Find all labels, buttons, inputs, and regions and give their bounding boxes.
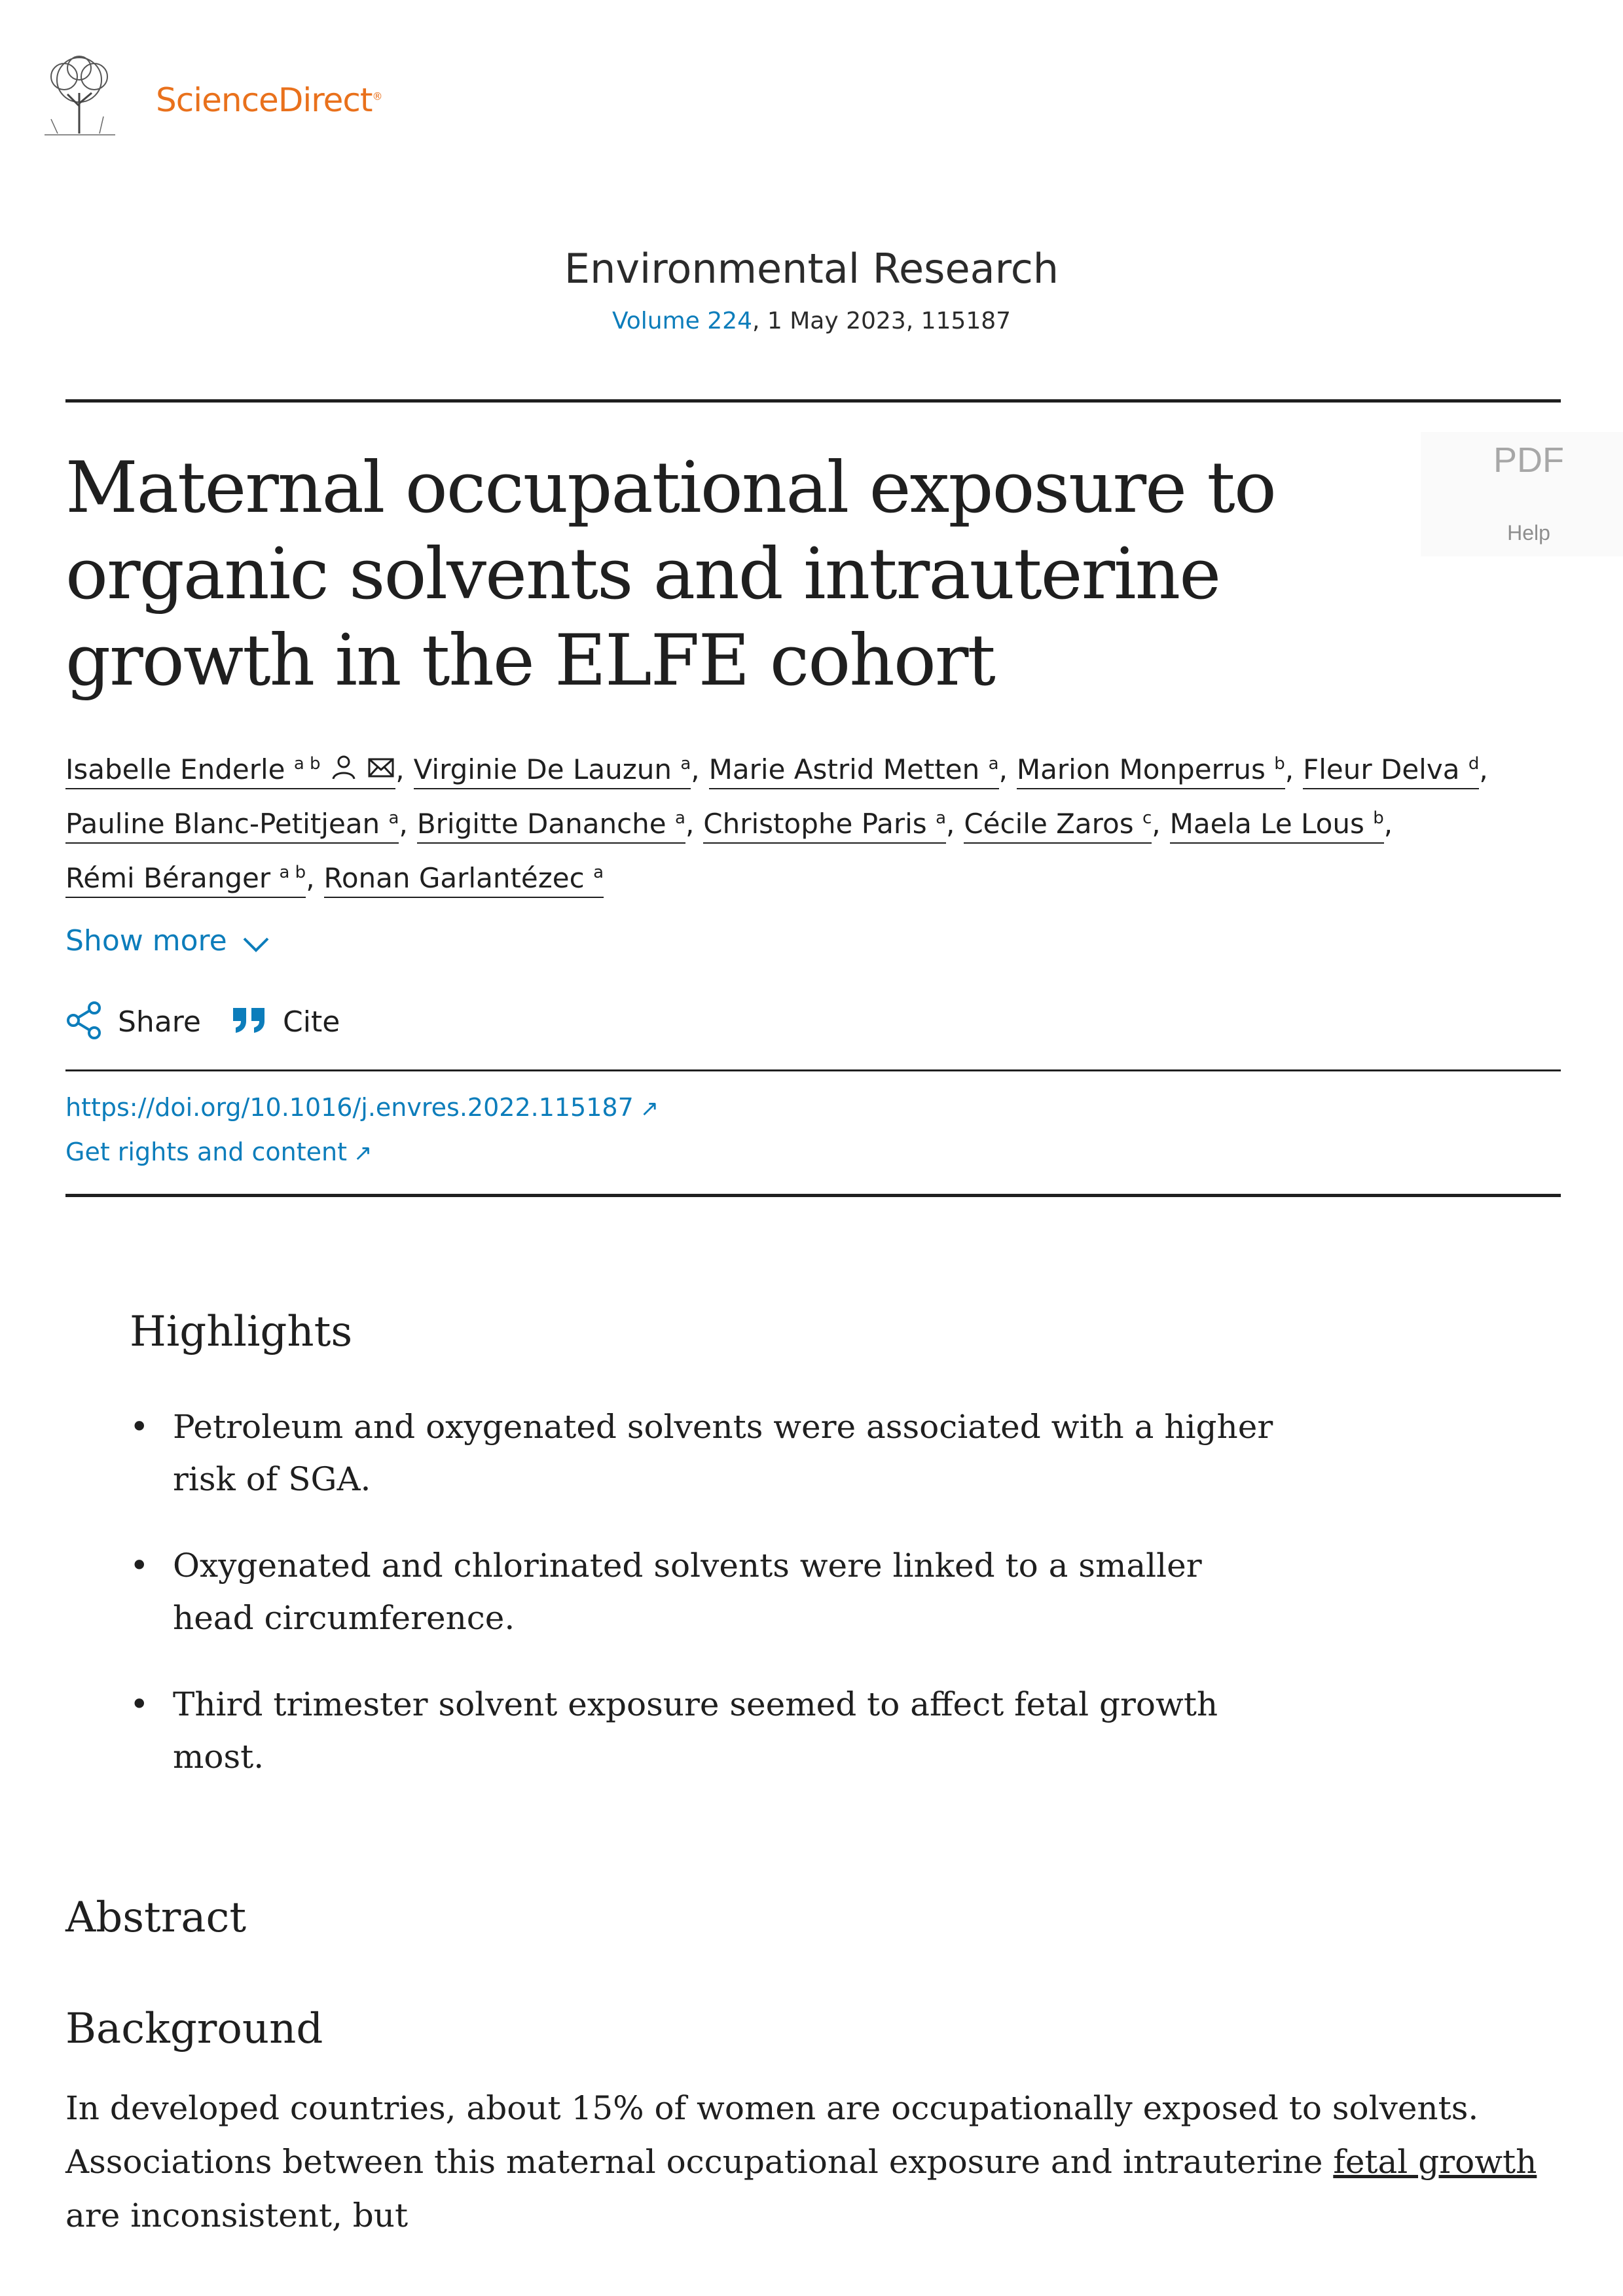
author-link[interactable] (417, 808, 685, 844)
header-divider (65, 399, 1561, 403)
author-link[interactable] (65, 862, 306, 898)
author-name: Ronan Garlantézec (323, 862, 585, 894)
pdf-help-link[interactable]: Help (1507, 521, 1550, 545)
volume-link[interactable]: Volume 224 (611, 308, 752, 334)
cite-label: Cite (283, 1005, 340, 1039)
article-title: Maternal occupational exposure to organic solvents and intrauterine growth in the ELFE cohort (65, 447, 1275, 702)
author-link[interactable] (964, 808, 1152, 844)
rights-text: Get rights and content (65, 1138, 348, 1166)
abstract-heading: Abstract (65, 1893, 247, 1942)
author-name: Brigitte Dananche (416, 808, 666, 840)
author-name: Marion Monperrus (1016, 753, 1266, 785)
external-link-icon: ↗ (640, 1096, 659, 1122)
highlight-item (130, 1401, 1275, 1505)
envelope-icon (367, 753, 395, 781)
cite-button[interactable] (230, 1001, 340, 1042)
person-icon (329, 753, 358, 781)
elsevier-logo[interactable] (31, 54, 127, 140)
journal-meta (0, 308, 1623, 334)
author-link[interactable] (703, 808, 946, 844)
chevron-down-icon (242, 935, 270, 954)
affiliation-marker: a (593, 863, 604, 882)
affiliation-marker: d (1468, 754, 1480, 774)
abstract-background-text (65, 2081, 1565, 2242)
author-link[interactable] (1170, 808, 1384, 844)
abstract-text: In developed countries, about 15% of women are occupationally exposed to solvents. Associations between this maternal occupational exposure and intrauterine (65, 2089, 1479, 2181)
rights-link[interactable] (65, 1138, 373, 1166)
author-name: Rémi Béranger (65, 862, 271, 894)
highlight-text: Third trimester solvent exposure seemed to affect fetal growth most. (173, 1685, 1218, 1776)
author-name: Virginie De Lauzun (413, 753, 672, 785)
registered-mark: ® (372, 90, 382, 103)
share-icon (65, 1001, 103, 1039)
author-link[interactable] (1017, 753, 1285, 789)
author-link[interactable] (414, 753, 691, 789)
affiliation-marker: b (1274, 754, 1285, 774)
show-more-button[interactable] (65, 924, 270, 958)
author-name: Marie Astrid Metten (708, 753, 980, 785)
highlight-item (130, 1539, 1275, 1644)
actions-divider (65, 1069, 1561, 1071)
doi-divider (65, 1194, 1561, 1197)
fetal-growth-link[interactable]: fetal growth (1333, 2143, 1537, 2181)
bullet: • (130, 1685, 149, 1723)
highlights-heading: Highlights (130, 1308, 353, 1356)
share-button[interactable] (65, 1001, 201, 1042)
author-link[interactable] (65, 753, 395, 789)
bullet: • (130, 1547, 149, 1585)
affiliation-marker: a b (279, 863, 306, 882)
highlight-text: Oxygenated and chlorinated solvents were linked to a smaller head circumference. (173, 1547, 1202, 1637)
quote-icon (230, 1001, 268, 1039)
journal-title[interactable]: Environmental Research (564, 245, 1059, 293)
affiliation-marker: a (936, 808, 946, 828)
highlight-item (130, 1678, 1275, 1783)
affiliation-marker: a (680, 754, 691, 774)
external-link-icon: ↗ (354, 1140, 373, 1166)
author-list: Isabelle Enderle $^{a b}$ , Virginie De Lauzun $^a$, Marie Astrid Metten $^a$, Marion Monperrus $^b$, Fleur Delva $^d$, Pauline Blanc-Petitjean $^a$, Brigitte Dananche $^a$, Christophe Paris $^a$, Cécile Zaros $^c$, Maela Le Lous $^b$, Rémi Béranger $^{a b}$, Ronan Garlantézec $^a$ (65, 740, 1565, 903)
abstract-text: are inconsistent, but (65, 2197, 409, 2234)
author-name: Cécile Zaros (964, 808, 1134, 840)
author-name: Christophe Paris (703, 808, 927, 840)
author-name: Fleur Delva (1303, 753, 1460, 785)
author-link[interactable] (324, 862, 604, 898)
author-name: Maela Le Lous (1169, 808, 1364, 840)
sciencedirect-brand[interactable] (156, 81, 382, 119)
show-more-label: Show more (65, 924, 227, 958)
author-link[interactable] (1303, 753, 1479, 789)
author-name: Pauline Blanc-Petitjean (65, 808, 380, 840)
affiliation-marker: a (988, 754, 999, 774)
affiliation-marker: b (1373, 808, 1384, 828)
bullet: • (130, 1408, 149, 1446)
background-heading: Background (65, 2005, 323, 2053)
author-name: Isabelle Enderle (65, 753, 285, 785)
brand-text: ScienceDirect (156, 81, 373, 119)
doi-link[interactable] (65, 1093, 659, 1122)
author-link[interactable] (65, 808, 399, 844)
affiliation-marker: a b (293, 754, 321, 774)
share-label: Share (118, 1005, 201, 1039)
affiliation-marker: a (675, 808, 685, 828)
author-link[interactable] (709, 753, 999, 789)
affiliation-marker: a (388, 808, 399, 828)
highlight-text: Petroleum and oxygenated solvents were associated with a higher risk of SGA. (173, 1408, 1273, 1498)
pdf-label[interactable]: PDF (1493, 440, 1564, 480)
affiliation-marker: c (1142, 808, 1152, 828)
issue-date: , 1 May 2023, 115187 (752, 308, 1012, 334)
doi-text: https://doi.org/10.1016/j.envres.2022.115187 (65, 1093, 634, 1122)
